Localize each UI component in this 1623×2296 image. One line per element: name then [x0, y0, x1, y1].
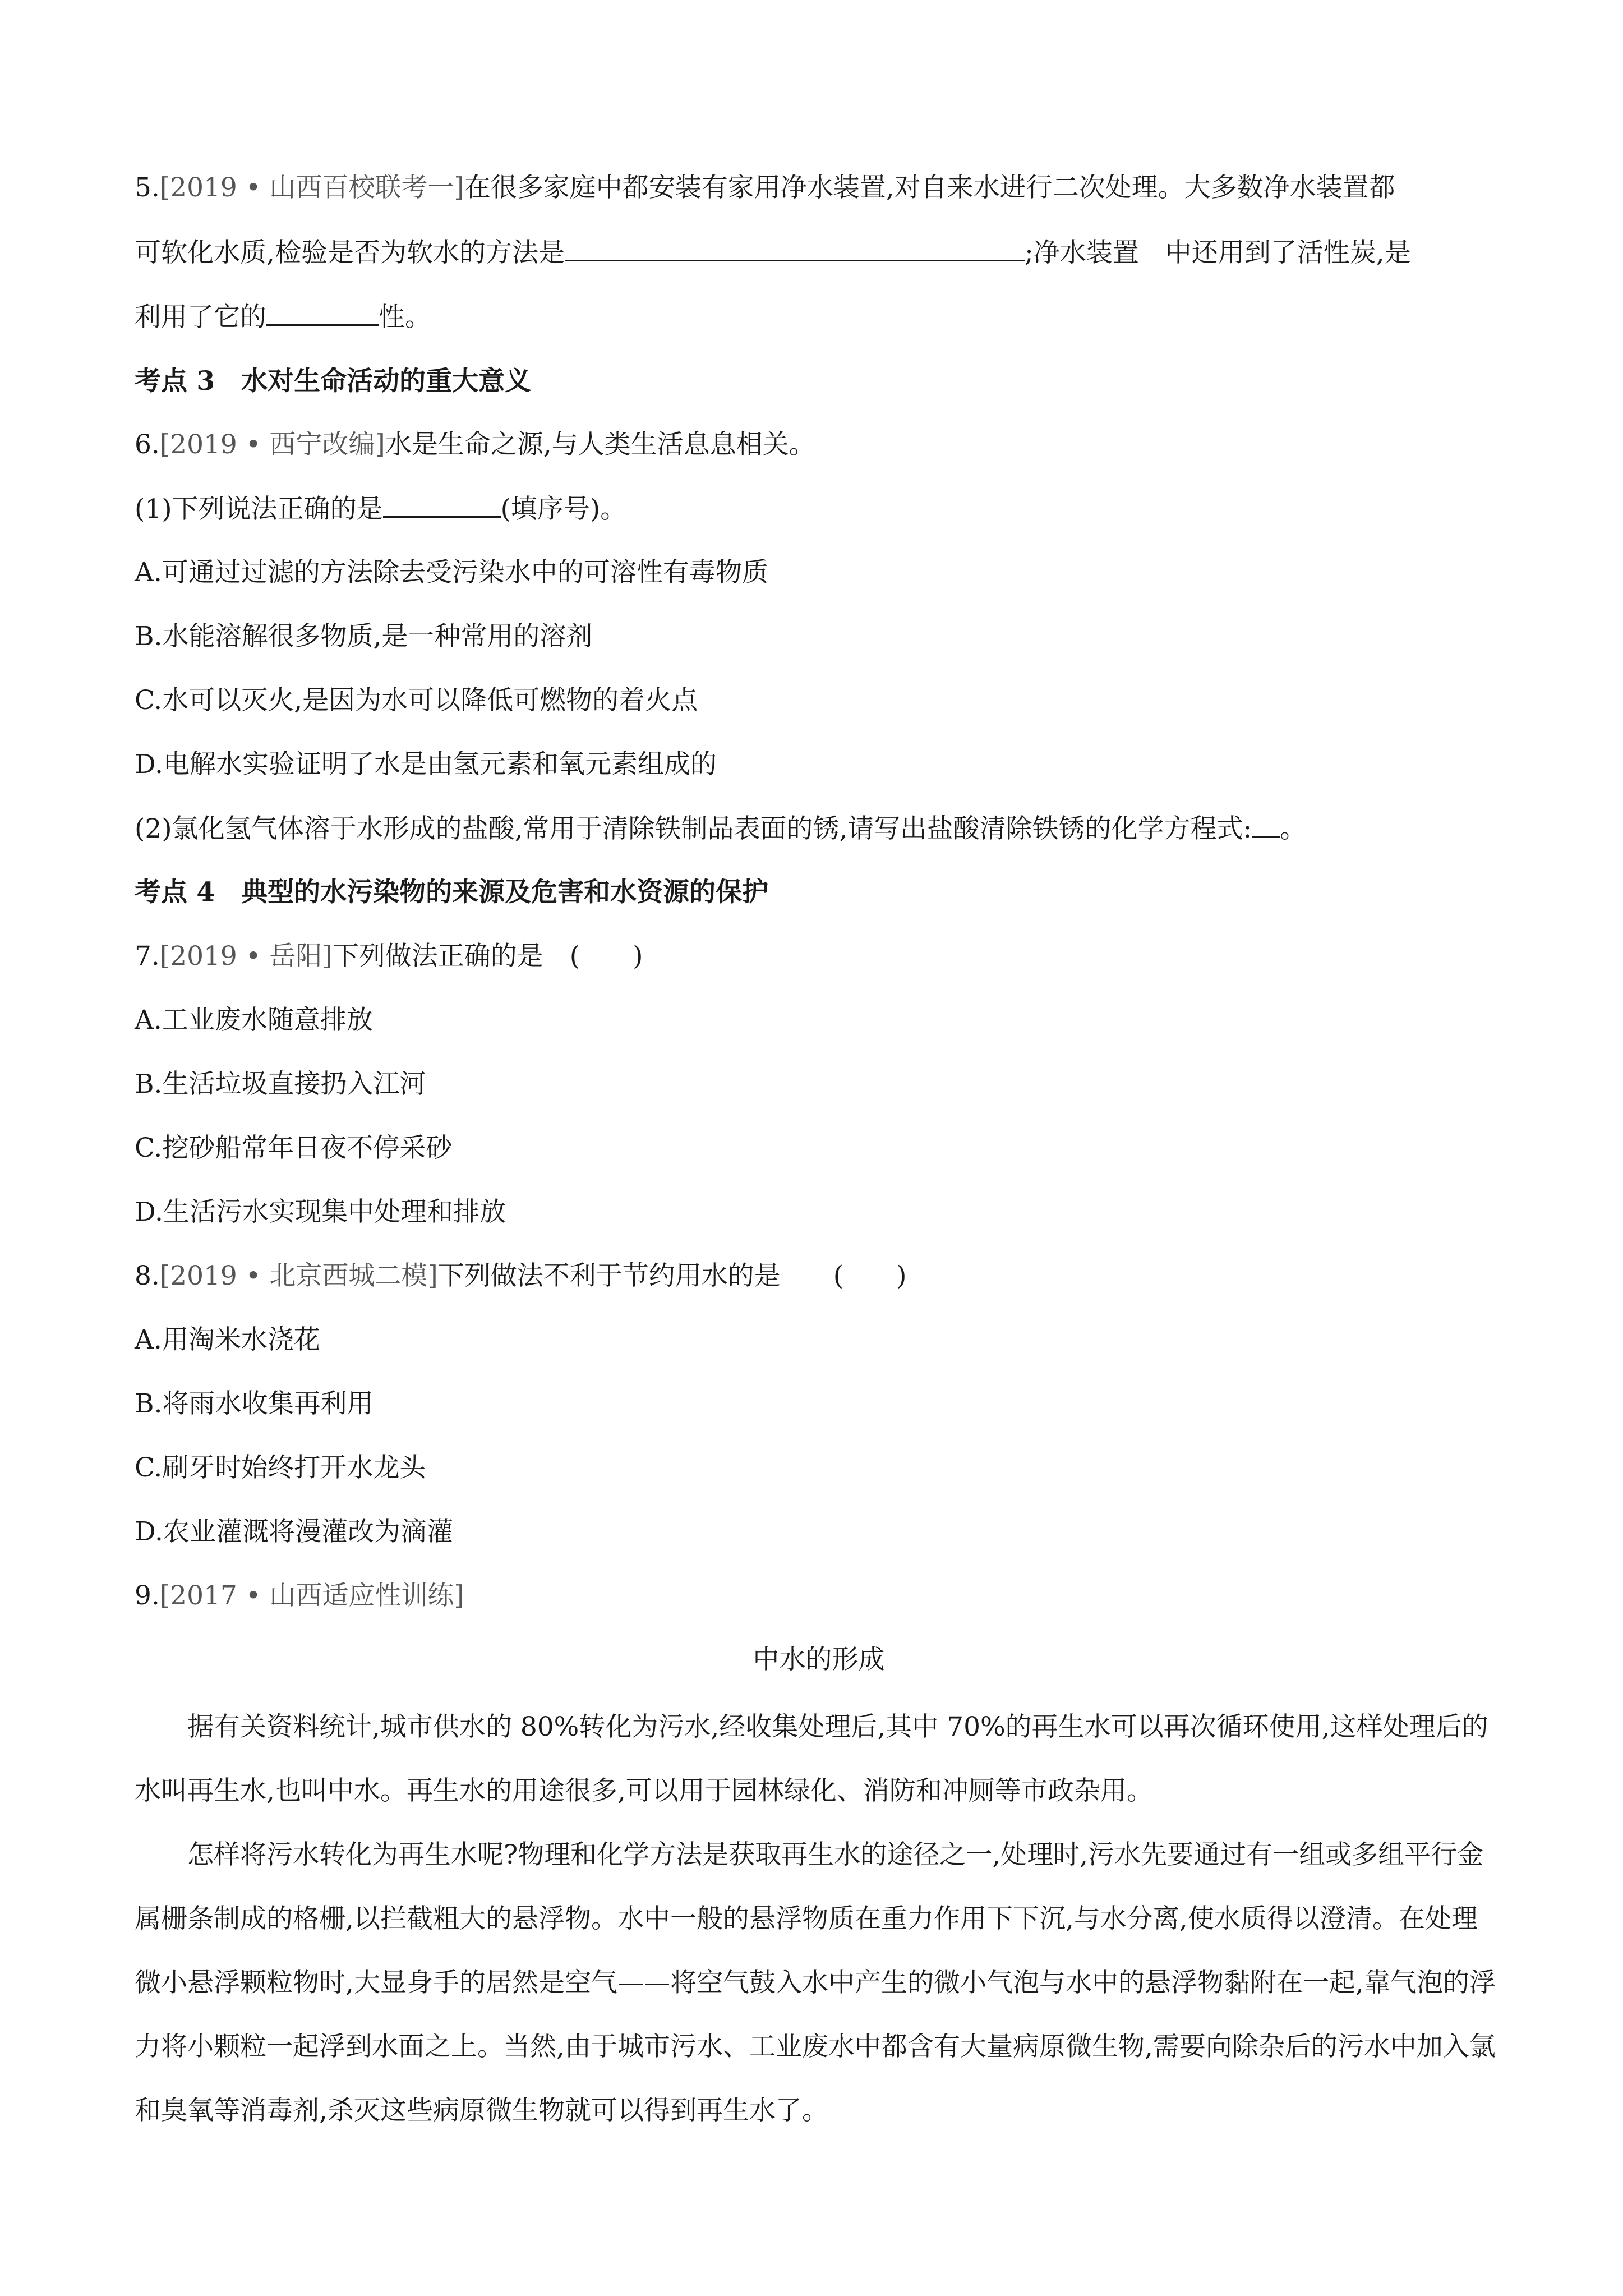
q7-line	[135, 937, 643, 976]
q7-option-d: D.生活污水实现集中处理和排放	[135, 1197, 506, 1227]
q6-sub2-suffix: 。	[1280, 813, 1307, 844]
q6-sub1-suffix: (填序号)。	[500, 494, 627, 524]
section-4-heading: 考点 4 典型的水污染物的来源及危害和水资源的保护	[135, 877, 769, 908]
q5-line-1	[135, 168, 1395, 208]
q6-sub2	[135, 809, 1306, 849]
q8-line	[135, 1257, 906, 1296]
q5-source: [2019 • 山西百校联考一]	[159, 172, 464, 203]
q6-sub1-answer-blank[interactable]	[383, 489, 501, 518]
q7-option-c: C.挖砂船常年日夜不停采砂	[135, 1133, 453, 1163]
q5-text-2a: 可软化水质,检验是否为软水的方法是	[135, 237, 565, 268]
q8-option-b: B.将雨水收集再利用	[135, 1388, 374, 1419]
q7-source: [2019 • 岳阳]	[159, 941, 333, 972]
section-3-heading: 考点 3 水对生命活动的重大意义	[135, 366, 532, 397]
q7-option-b: B.生活垃圾直接扔入江河	[135, 1069, 426, 1099]
q6-option-a: A.可通过过滤的方法除去受污染水中的可溶性有毒物质	[135, 557, 768, 588]
q5-line-2	[135, 233, 1411, 273]
q7-text: 下列做法正确的是 ( )	[332, 941, 643, 972]
q5-text-3b: 性。	[379, 302, 431, 333]
q6-sub1	[135, 489, 626, 529]
q9-number: 9.	[135, 1580, 160, 1611]
q6-line	[135, 425, 815, 464]
q5-text-1: 在很多家庭中都安装有家用净水装置,对自来水进行二次处理。大多数净水装置都	[464, 172, 1395, 203]
q6-option-b: B.水能溶解很多物质,是一种常用的溶剂	[135, 621, 593, 652]
q8-text: 下列做法不利于节约用水的是 ( )	[437, 1260, 907, 1291]
q5-number: 5.	[135, 172, 160, 203]
q6-sub2-text: (2)氯化氢气体溶于水形成的盐酸,常用于清除铁制品表面的锈,请写出盐酸清除铁锈的化学方程式:	[135, 813, 1252, 844]
q7-number: 7.	[135, 941, 160, 972]
q8-option-c: C.刷牙时始终打开水龙头	[135, 1452, 426, 1483]
q8-source: [2019 • 北京西城二模]	[159, 1260, 438, 1291]
q5-line-3	[135, 297, 431, 337]
q9-source: [2017 • 山西适应性训练]	[159, 1580, 464, 1611]
q6-option-c: C.水可以灭火,是因为水可以降低可燃物的着火点	[135, 685, 698, 716]
q6-number: 6.	[135, 429, 160, 460]
q5-answer-blank-1[interactable]	[565, 233, 1025, 261]
q6-sub1-text: (1)下列说法正确的是	[135, 494, 383, 524]
q7-option-a: A.工业废水随意排放	[135, 1005, 373, 1036]
article-paragraph-2: 怎样将污水转化为再生水呢?物理和化学方法是获取再生水的途径之一,处理时,污水先要通过有一组或多组平行金属栅条制成的格栅,以拦截粗大的悬浮物。水中一般的悬浮物质在重力作用下下沉,与水分离,使水质得以澄清。在处理微小悬浮颗粒物时,大显身手的居然是空气——将空气鼓入水中产生的微小气泡与水中的悬浮物黏附在一起,靠气泡的浮力将小颗粒一起浮到水面之上。当然,由于城市污水、工业废水中都含有大量病原微生物,需要向除杂后的污水中加入氯和臭氧等消毒剂,杀灭这些病原微生物就可以得到再生水了。	[135, 1839, 1496, 2126]
q6-text: 水是生命之源,与人类生活息息相关。	[385, 429, 815, 460]
q6-sub2-answer-blank[interactable]	[1252, 809, 1280, 838]
q5-text-3a: 利用了它的	[135, 302, 266, 333]
q9-line	[135, 1576, 464, 1616]
q8-option-a: A.用淘米水浇花	[135, 1324, 320, 1355]
article-paragraph-1: 据有关资料统计,城市供水的 80%转化为污水,经收集处理后,其中 70%的再生水可以再次循环使用,这样处理后的水叫再生水,也叫中水。再生水的用途很多,可以用于园林绿化、消防和冲厕等市政杂用。	[135, 1711, 1488, 1806]
q6-source: [2019 • 西宁改编]	[159, 429, 385, 460]
q8-option-d: D.农业灌溉将漫灌改为滴灌	[135, 1516, 453, 1547]
article-title: 中水的形成	[753, 1644, 885, 1675]
q6-option-d: D.电解水实验证明了水是由氢元素和氧元素组成的	[135, 749, 717, 780]
q5-answer-blank-2[interactable]	[266, 297, 379, 326]
q8-number: 8.	[135, 1260, 160, 1291]
q5-text-2b: ;净水装置 中还用到了活性炭,是	[1024, 237, 1411, 268]
